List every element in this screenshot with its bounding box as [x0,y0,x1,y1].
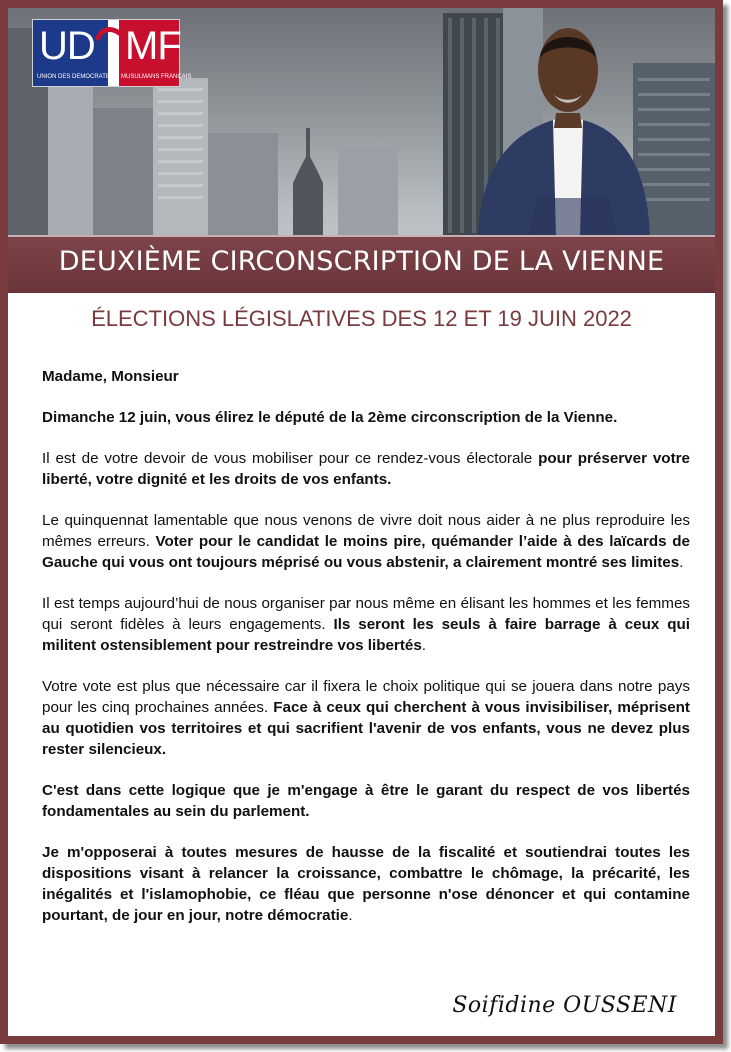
signature: Soifidine OUSSENI [452,993,677,1018]
paragraph-3: Le quinquennat lamentable que nous venons de vivre doit nous aider à ne plus reproduire les mêmes erreurs. Voter pour le candidat le moins pire, quémander l’aide à des laïcards de Gauche qui vous ont toujours méprisé ou vous abstenir, a clairement montré ses limites. [42,512,690,571]
logo-right-text: MF [125,24,181,68]
logo-right-caption: MUSULMANS FRANCAIS [121,74,192,80]
letter-body [42,366,690,946]
page-title: DEUXIÈME CIRCONSCRIPTION DE LA VIENNE [58,246,665,277]
paragraph-2: Il est de votre devoir de vous mobiliser pour ce rendez-vous électorale pour préserver votre liberté, votre dignité et les droits de vos enfants. [42,450,690,488]
paragraph-6: C'est dans cette logique que je m'engage à être le garant du respect de vos libertés fondamentales au sein du parlement. [42,782,690,820]
paragraph-4: Il est temps aujourd’hui de nous organiser par nous même en élisant les hommes et les femmes qui seront fidèles à leurs engagements. Ils seront les seuls à faire barrage à ceux qui militent ostensiblement pour restreindre vos libertés. [42,595,690,654]
paragraph-1: Dimanche 12 juin, vous élirez le député de la 2ème circonscription de la Vienne. [42,409,618,426]
paragraph-7: Je m'opposerai à toutes mesures de hausse de la fiscalité et soutiendrai toutes les dispositions visant à relancer la croissance, combattre le chômage, la précarité, les inégalités et l'islamophobie, ce fléau que personne n'ose dénoncer et qui contamine pourtant, de jour en jour, notre démocratie. [42,844,690,924]
logo-left-caption: UNION DES DEMOCRATES [37,74,114,80]
header-photo [8,8,715,293]
page-subtitle: ÉLECTIONS LÉGISLATIVES DES 12 ET 19 JUIN 2022 [91,306,632,331]
paragraph-5: Votre vote est plus que nécessaire car il fixera le choix politique qui se jouera dans notre pays pour les cinq prochaines années. Face à ceux qui cherchent à vous invisibiliser, méprisent au quotidien vos territoires et qui sacrifient l'avenir de vos enfants, vous ne devez plus rester silencieux. [42,678,690,758]
salutation: Madame, Monsieur [42,368,179,385]
udmf-logo [32,19,192,87]
logo-left-text: UD [39,24,95,68]
